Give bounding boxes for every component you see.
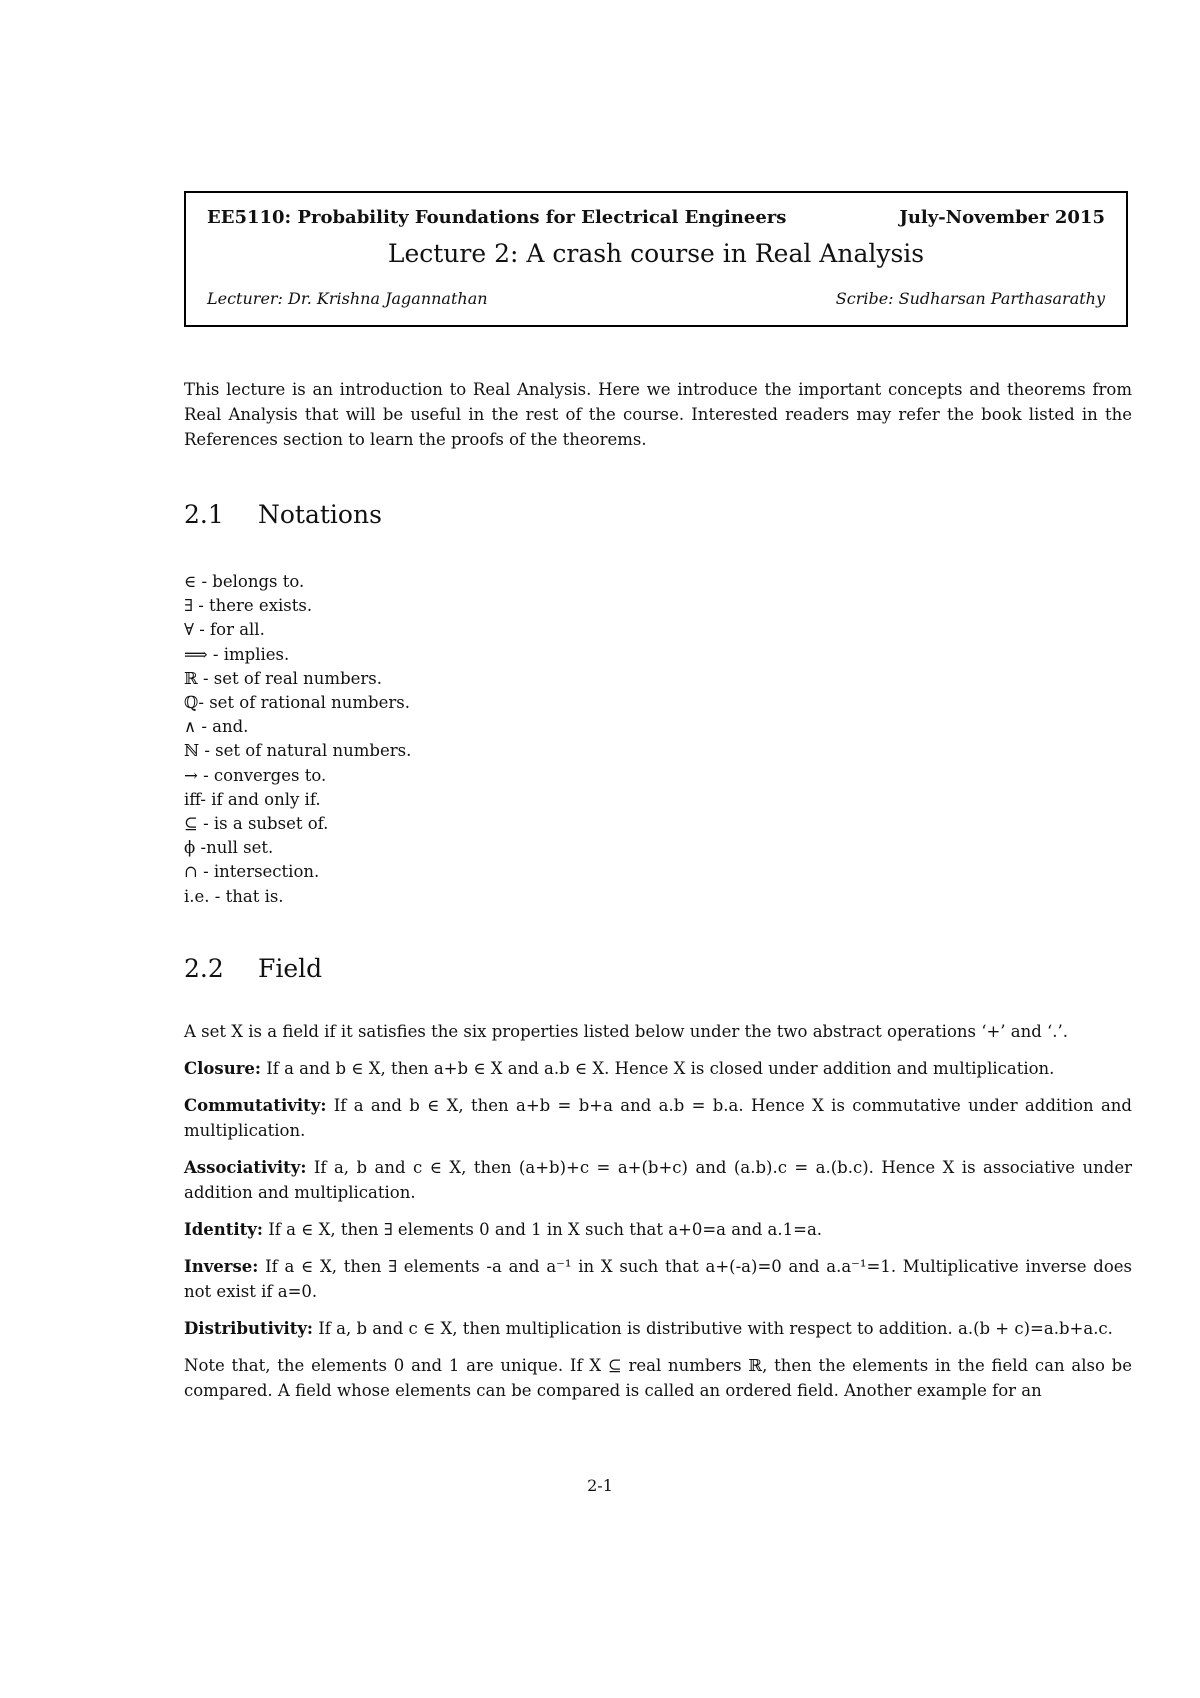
notation-item: ∈ - belongs to. — [184, 572, 305, 591]
property-text: If a ∈ X, then ∃ elements -a and a⁻¹ in X such that a+(-a)=0 and a.a⁻¹=1. Multiplicative inverse does not exist if a=0. — [184, 1257, 1132, 1301]
notation-item: ∩ - intersection. — [184, 862, 320, 882]
property-text: If a, b and c ∈ X, then multiplication is distributive with respect to addition. a.(b + c)=a.b+a.c. — [313, 1319, 1113, 1338]
notations-list — [184, 570, 1132, 909]
property-name: Associativity: — [184, 1158, 307, 1177]
property-commutativity — [184, 1093, 1132, 1143]
notation-item: i.e. - that is. — [184, 886, 284, 906]
property-text: If a, b and c ∈ X, then (a+b)+c = a+(b+c) and (a.b).c = a.(b.c). Hence X is associative under addition and multiplication. — [184, 1158, 1132, 1202]
notation-item: iff- if and only if. — [184, 789, 321, 809]
notation-item: ∀ - for all. — [184, 620, 265, 640]
scribe-name: Scribe: Sudharsan Parthasarathy — [835, 289, 1105, 308]
notation-item: ϕ -null set. — [184, 838, 274, 858]
property-name: Commutativity: — [184, 1096, 327, 1115]
section-heading-notations — [184, 500, 382, 529]
page-number: 2-1 — [587, 1476, 613, 1495]
section-number: 2.2 — [184, 954, 224, 983]
property-text: If a ∈ X, then ∃ elements 0 and 1 in X such that a+0=a and a.1=a. — [262, 1220, 823, 1239]
lecture-header-box — [184, 191, 1128, 327]
ordered-field-note: Note that, the elements 0 and 1 are unique. If X ⊆ real numbers ℝ, then the elements in the field can also be compared. A field whose elements can be compared is called an ordered field. Another example for an — [184, 1356, 1132, 1400]
notation-item: ℕ - set of natural numbers. — [184, 741, 412, 761]
lecture-title: Lecture 2: A crash course in Real Analysis — [387, 239, 925, 268]
notation-item: → - converges to. — [184, 765, 327, 785]
notation-item: ℚ- set of rational numbers. — [184, 693, 410, 713]
section-title: Notations — [258, 500, 382, 529]
section-number: 2.1 — [184, 500, 224, 529]
property-identity — [184, 1217, 1132, 1242]
property-name: Closure: — [184, 1059, 261, 1078]
property-name: Inverse: — [184, 1257, 259, 1276]
property-closure — [184, 1056, 1132, 1081]
property-text: If a and b ∈ X, then a+b = b+a and a.b = b.a. Hence X is commutative under addition and multiplication. — [184, 1096, 1132, 1140]
notation-item: ⟹ - implies. — [184, 644, 290, 664]
property-associativity — [184, 1155, 1132, 1205]
course-title: EE5110: Probability Foundations for Electrical Engineers — [207, 207, 787, 228]
field-section-body — [184, 1019, 1132, 1415]
lecturer-name: Lecturer: Dr. Krishna Jagannathan — [207, 289, 488, 308]
term-label: July-November 2015 — [899, 207, 1105, 228]
notation-item: ℝ - set of real numbers. — [184, 668, 383, 688]
intro-paragraph: This lecture is an introduction to Real Analysis. Here we introduce the important concepts and theorems from Real Analysis that will be useful in the rest of the course. Interested readers may refer the book listed in the References section to learn the proofs of the theorems. — [184, 380, 1132, 449]
section-heading-field — [184, 954, 322, 983]
property-name: Identity: — [184, 1220, 263, 1239]
property-text: If a and b ∈ X, then a+b ∈ X and a.b ∈ X. Hence X is closed under addition and multiplication. — [260, 1059, 1055, 1078]
property-inverse — [184, 1254, 1132, 1304]
section-title: Field — [258, 954, 323, 983]
property-name: Distributivity: — [184, 1319, 314, 1338]
notation-item: ∧ - and. — [184, 717, 249, 737]
field-intro-paragraph: A set X is a field if it satisfies the six properties listed below under the two abstract operations ‘+’ and ‘.’. — [184, 1022, 1069, 1041]
notation-item: ⊆ - is a subset of. — [184, 814, 329, 834]
property-distributivity — [184, 1316, 1132, 1341]
notation-item: ∃ - there exists. — [184, 596, 313, 616]
